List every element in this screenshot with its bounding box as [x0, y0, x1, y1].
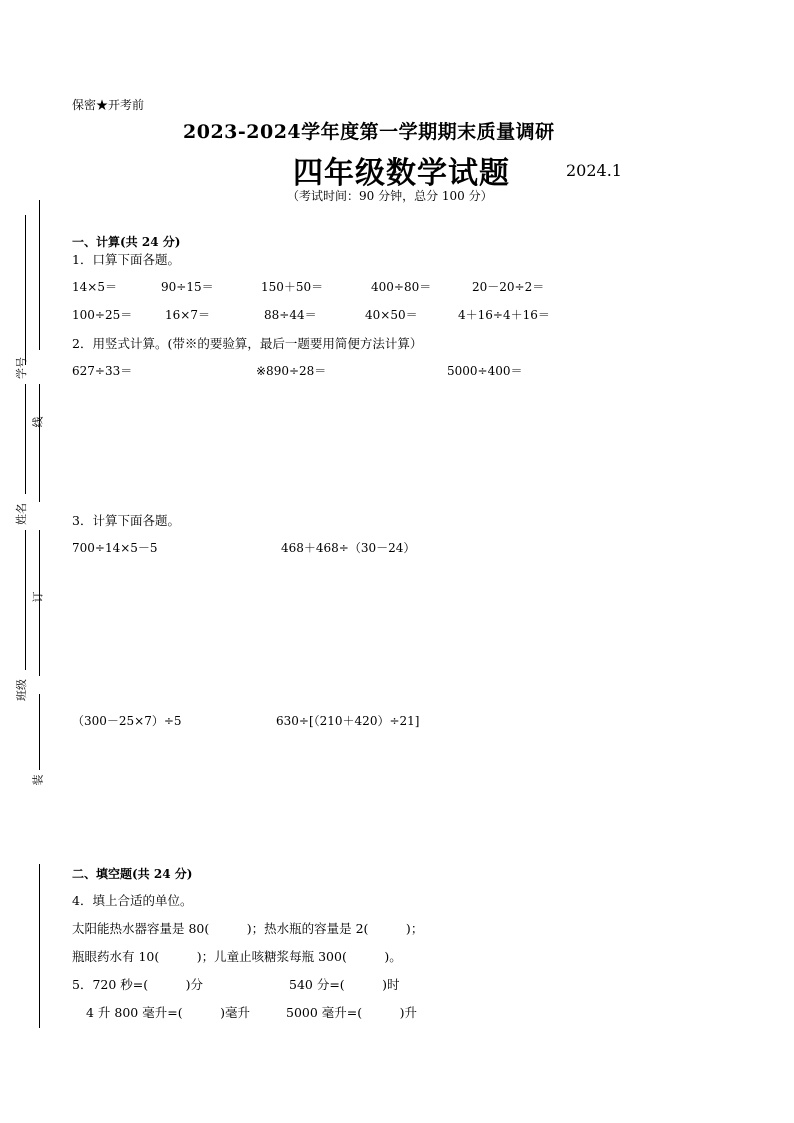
mixed-calc-item: 468＋468÷（30－24）: [281, 541, 416, 555]
oral-calc-item: 400÷80＝: [371, 280, 432, 294]
oral-calc-item: 88÷44＝: [264, 308, 317, 322]
binding-line-segment: [39, 200, 40, 350]
oral-calc-item: 40×50＝: [365, 308, 418, 322]
unit-conversion-item: 5000 毫升=( )升: [286, 1005, 418, 1020]
oral-calc-item: 150＋50＝: [261, 280, 324, 294]
binding-line-segment: [39, 864, 40, 1028]
unit-conversion-item: 4 升 800 毫升=( )毫升: [86, 1005, 250, 1020]
unit-conversion-item: 5．720 秒=( )分: [72, 977, 204, 992]
exam-title-line1: 2023-2024学年度第一学期期末质量调研: [183, 121, 555, 143]
name-label: 姓名: [15, 503, 28, 525]
oral-calc-item: 90÷15＝: [161, 280, 214, 294]
oral-calc-item: 14×5＝: [72, 280, 117, 294]
binding-line-segment: [39, 530, 40, 676]
bind-mark: 装: [31, 774, 45, 786]
mixed-calc-item: （300－25×7）÷5: [72, 714, 182, 728]
class-blank-line: [25, 530, 26, 670]
oral-calc-item: 100÷25＝: [72, 308, 133, 322]
exam-info: （考试时间：90 分钟，总分 100 分）: [287, 189, 493, 203]
mixed-calc-item: 630÷[（210＋420）÷21]: [276, 714, 420, 728]
binding-line-segment: [39, 694, 40, 770]
student-no-label: 学号: [15, 357, 28, 379]
q4-line: 太阳能热水器容量是 80( )；热水瓶的容量是 2( )；: [72, 921, 424, 936]
q4-prompt: 4．填上合适的单位。: [72, 893, 193, 908]
unit-conversion-item: 540 分=( )时: [289, 977, 400, 992]
student-no-blank-line: [25, 215, 26, 365]
q4-line: 瓶眼药水有 10( )；儿童止咳糖浆每瓶 300( )。: [72, 949, 402, 964]
oral-calc-item: 16×7＝: [165, 308, 210, 322]
q1-prompt: 1．口算下面各题。: [72, 252, 180, 267]
exam-date: 2024.1: [566, 161, 622, 180]
staple-mark: 订: [31, 591, 45, 603]
exam-title-line2: 四年级数学试题: [293, 156, 510, 191]
section2-title: 二、填空题(共 24 分): [72, 867, 193, 881]
oral-calc-item: 4＋16÷4＋16＝: [458, 308, 550, 322]
oral-calc-item: 20－20÷2＝: [472, 280, 545, 294]
binding-line-segment: [39, 384, 40, 502]
vertical-calc-item: ※890÷28＝: [256, 364, 327, 378]
class-label: 班级: [15, 679, 28, 701]
confidential-label: 保密★开考前: [72, 98, 145, 112]
mixed-calc-item: 700÷14×5－5: [72, 541, 158, 555]
vertical-calc-item: 627÷33＝: [72, 364, 133, 378]
vertical-calc-item: 5000÷400＝: [447, 364, 523, 378]
name-blank-line: [25, 384, 26, 494]
q2-prompt: 2．用竖式计算。(带※的要验算，最后一题要用简便方法计算）: [72, 336, 423, 351]
section1-title: 一、计算(共 24 分): [72, 235, 181, 249]
line-mark: 线: [31, 416, 45, 428]
q3-prompt: 3．计算下面各题。: [72, 513, 180, 528]
